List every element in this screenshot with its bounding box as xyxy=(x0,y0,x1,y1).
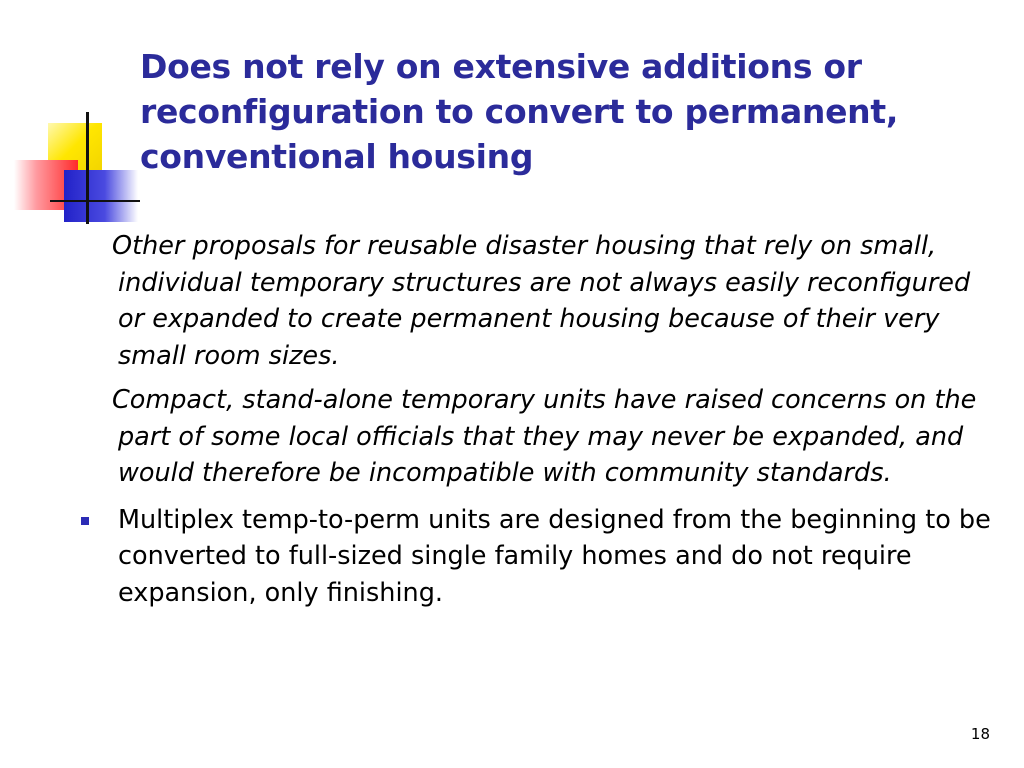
logo-blue-square xyxy=(64,170,138,222)
bullet-square-icon xyxy=(81,517,89,525)
page-number: 18 xyxy=(970,725,990,743)
slide-body xyxy=(70,228,995,619)
paragraph-other-proposals xyxy=(70,228,995,374)
bullet-item-multiplex xyxy=(70,502,995,612)
paragraph-text: Compact, stand-alone temporary units have raised concerns on the part of some local officials that they may never be expanded, and would therefore be incompatible with community standards. xyxy=(112,385,977,488)
logo-horizontal-line xyxy=(50,200,140,202)
slide-logo xyxy=(0,0,140,240)
slide-title: Does not rely on extensive additions or reconfiguration to convert to permanent, conventional housing xyxy=(140,47,899,176)
paragraph-text: Other proposals for reusable disaster housing that rely on small, individual temporary structures are not always easily reconfigured or expanded to create permanent housing because of their very small room sizes. xyxy=(112,231,971,371)
paragraph-compact-units xyxy=(70,382,995,492)
logo-vertical-line xyxy=(86,112,89,224)
bullet-text: Multiplex temp-to-perm units are designed from the beginning to be converted to full-sized single family homes and do not require expansion, only finishing. xyxy=(118,504,991,608)
